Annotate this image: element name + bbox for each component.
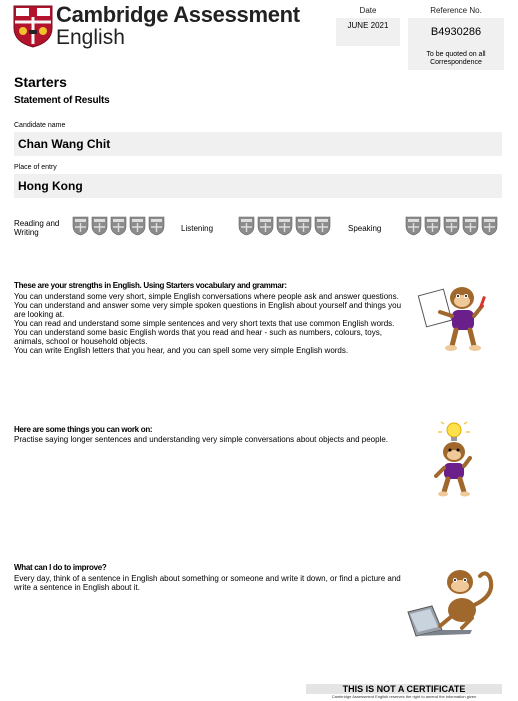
shield-icon [295, 216, 312, 236]
shield-icon [276, 216, 293, 236]
reference-label: Reference No. [430, 6, 482, 15]
footer-disclaimer: Cambridge Assessment English reserves the right to amend the information given [331, 694, 477, 699]
candidate-name-field [14, 132, 502, 156]
shield-icon [424, 216, 441, 236]
candidate-name-label: Candidate name [14, 122, 66, 129]
shield-icon [129, 216, 146, 236]
page-subtitle: Statement of Results [14, 95, 110, 106]
strength-line: You can write English letters that you hear, and you can spell some very simple English words. [14, 346, 349, 355]
work-on-body [14, 435, 404, 444]
shields-speaking [405, 216, 498, 236]
shields-listening [238, 216, 331, 236]
monkey-laptop-illustration [402, 566, 500, 638]
reference-note: To be quoted on all Correspondence [426, 51, 486, 66]
strength-line: You can understand and answer some very simple spoken questions in English about yourself and things you are looking at. [14, 301, 402, 319]
strengths-heading: These are your strengths in English. Using Starters vocabulary and grammar: [14, 281, 287, 290]
improve-line: Every day, think of a sentence in English about something or someone and write it down, or find a picture and write a sentence in English about it. [14, 574, 401, 592]
place-of-entry-value: Hong Kong [18, 179, 83, 193]
shield-icon [238, 216, 255, 236]
strength-line: You can understand some very short, simple English conversations where people ask and answer questions. [14, 292, 399, 301]
brand-name-line1: Cambridge Assessment [56, 2, 300, 27]
strength-line: You can understand some basic English words that you read and hear - such as numbers, colours, toys, animals, school or household objects. [14, 328, 382, 346]
shield-icon [72, 216, 89, 236]
skill-label-reading-writing: Reading and Writing [14, 219, 60, 237]
place-of-entry-field [14, 174, 502, 198]
skill-label-listening: Listening [181, 224, 214, 233]
work-on-line: Practise saying longer sentences and understanding very simple conversations about objects and people. [14, 435, 389, 444]
candidate-name-value: Chan Wang Chit [18, 137, 111, 151]
shields-reading-writing [72, 216, 165, 236]
shield-icon [91, 216, 108, 236]
shield-icon [443, 216, 460, 236]
cambridge-crest-logo [12, 4, 54, 48]
work-on-heading: Here are some things you can work on: [14, 425, 153, 434]
improve-heading: What can I do to improve? [14, 563, 107, 572]
skill-label-speaking: Speaking [348, 224, 382, 233]
shield-icon [481, 216, 498, 236]
monkey-lightbulb-illustration [428, 420, 480, 498]
strength-line: You can read and understand some simple sentences and very short texts that use common English words. [14, 319, 395, 328]
shield-icon [314, 216, 331, 236]
shield-icon [110, 216, 127, 236]
place-of-entry-label: Place of entry [14, 164, 57, 171]
page-title: Starters [14, 74, 67, 90]
not-a-certificate-notice: THIS IS NOT A CERTIFICATE [342, 684, 466, 694]
brand-name-line2: English [56, 26, 125, 49]
shield-icon [462, 216, 479, 236]
date-value: JUNE 2021 [347, 21, 389, 30]
shield-icon [148, 216, 165, 236]
improve-body [14, 574, 404, 592]
reference-value: B4930286 [430, 26, 482, 38]
monkey-writing-illustration [418, 282, 492, 352]
shield-icon [405, 216, 422, 236]
strengths-body [14, 292, 404, 355]
date-label: Date [359, 6, 377, 15]
shield-icon [257, 216, 274, 236]
